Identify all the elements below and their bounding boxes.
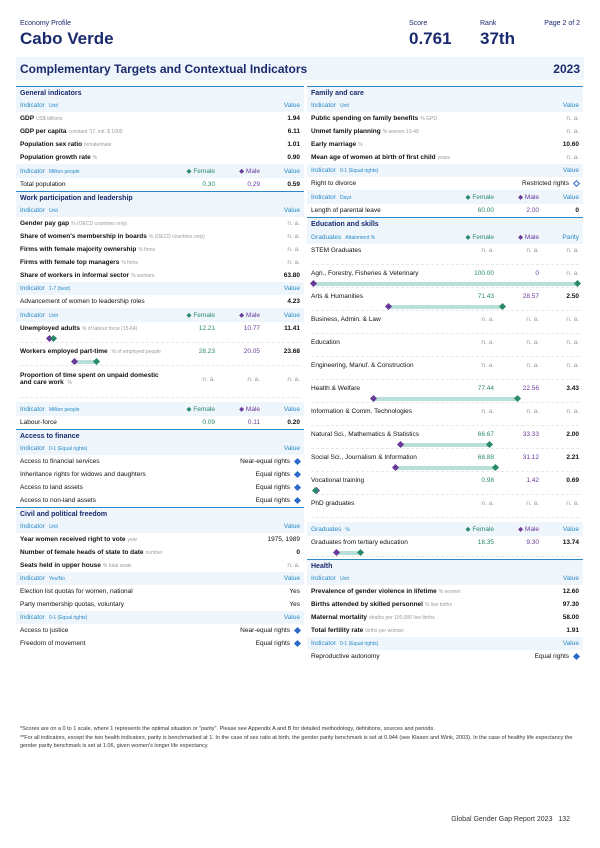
rights-diamond-icon — [294, 627, 301, 634]
table-row: Election list quotas for women, national Yes — [20, 588, 300, 595]
table-row: Unmet family planning % women 15-49 n. a. — [311, 128, 579, 135]
finance-section — [16, 429, 304, 507]
indicator-header: Indicator Unit ◆ Female ◆ Male Value — [16, 308, 304, 322]
gender-bar — [20, 358, 300, 366]
gender-bar — [20, 335, 300, 343]
banner-year: 2023 — [553, 61, 580, 76]
rank-value: 37th — [480, 29, 515, 48]
table-row: Share of workers in informal sector % workers 63.80 — [20, 272, 300, 279]
civil-section — [16, 507, 304, 650]
table-row: Early marriage % 10.60 — [311, 141, 579, 148]
section-title: Health — [307, 560, 583, 572]
table-row: Proportion of time spent on unpaid domestic and care work % n. a. n. a. n. a. — [20, 372, 300, 386]
table-row: Right to divorce Restricted rights — [307, 177, 583, 190]
table-row: Mean age of women at birth of first child years n. a. — [311, 154, 579, 161]
table-row: Seats held in upper house % total seats n. a. — [20, 562, 300, 569]
table-row: Share of women's membership in boards % (OECD countries only) n. a. — [20, 233, 300, 240]
table-row: GDP per capita constant '17, intl. $ 1000 6.11 — [20, 128, 300, 135]
table-row: Year women received right to vote year 1975, 1989 — [20, 536, 300, 543]
table-row: Population sex ratio female/male 1.01 — [20, 141, 300, 148]
table-row: Party membership quotas, voluntary Yes — [20, 601, 300, 608]
page-indicator: Page 2 of 2 — [544, 20, 580, 27]
female-diamond-icon: ◆ Female — [186, 168, 215, 175]
table-row: GDP US$ billions 1.94 — [20, 115, 300, 122]
general-indicators-section — [16, 86, 304, 191]
table-row: Social Sci., Journalism & Information 68.88 31.12 2.21 — [311, 454, 579, 461]
indicator-header: Indicator 0-1 (Equal rights) Value — [307, 637, 583, 650]
footnotes — [20, 726, 580, 752]
table-row: Graduates from tertiary education 18.35 9.30 13.74 — [311, 539, 579, 546]
score-label: Score — [409, 20, 428, 27]
table-row: Maternal mortality deaths per 100,000 live births 58.00 — [311, 614, 579, 621]
indicator-header: Indicator 1-7 (best) Value — [16, 282, 304, 295]
table-row: Firms with female top managers % firms n. a. — [20, 259, 300, 266]
country-name: Cabo Verde — [20, 29, 114, 48]
table-row: Unemployed adults % of labour force (15-64) 12.21 10.77 11.41 — [20, 325, 300, 332]
table-row: Public spending on family benefits % GPD n. a. — [311, 115, 579, 122]
page-header — [20, 20, 580, 50]
indicator-header: Indicator Unit Value — [307, 572, 583, 585]
table-row: STEM Graduates n. a. n. a. n. a. — [311, 247, 579, 254]
indicator-header: Indicator Million people ◆ Female ◆ Male Value — [16, 164, 304, 178]
table-row: Agri., Forestry, Fisheries & Veterinary 100.00 0 n. a. — [311, 270, 579, 277]
table-row: Engineering, Manuf. & Construction n. a. n. a. n. a. — [311, 362, 579, 369]
table-row: Number of female heads of state to date number 0 — [20, 549, 300, 556]
indicator-header: Indicator Days ◆ Female ◆ Male Value — [307, 190, 583, 204]
section-title: Work participation and leadership — [16, 192, 304, 204]
table-row: Births attended by skilled personnel % live births 97.30 — [311, 601, 579, 608]
score-value: 0.761 — [409, 29, 452, 48]
rights-diamond-icon — [294, 458, 301, 465]
indicator-header: Indicator Yes/No Value — [16, 572, 304, 585]
indicator-header: Indicator Unit Value — [16, 204, 304, 217]
table-row: Total fertility rate births per woman 1.91 — [311, 627, 579, 634]
table-row: Vocational training 0.98 1.42 0.69 — [311, 477, 579, 484]
page-footer: Global Gender Gap Report 2023 132 — [451, 816, 570, 823]
table-row: Inheritance rights for widows and daughters Equal rights — [16, 468, 304, 481]
table-row: Population growth rate % 0.90 — [20, 154, 300, 161]
table-row: Length of parental leave 60.00 2.00 0 — [311, 207, 579, 214]
section-title: Education and skills — [307, 218, 583, 230]
table-row: Access to justice Near-equal rights — [16, 624, 304, 637]
section-title: Civil and political freedom — [16, 508, 304, 520]
table-row: PhD graduates n. a. n. a. n. a. — [311, 500, 579, 507]
indicator-header: Indicator Unit Value — [307, 99, 583, 112]
table-row: Labour-force 0.09 0.11 0.20 — [20, 419, 300, 426]
table-row: Access to non-land assets Equal rights — [16, 494, 304, 507]
table-row: Arts & Humanities 71.43 28.57 2.50 — [311, 293, 579, 300]
table-row: Freedom of movement Equal rights — [16, 637, 304, 650]
gender-bar — [20, 390, 300, 398]
indicator-header: Indicator Unit Value — [16, 520, 304, 533]
rights-diamond-icon — [573, 653, 580, 660]
table-row: Education n. a. n. a. n. a. — [311, 339, 579, 346]
section-banner — [16, 57, 584, 80]
table-row: Total population 0.30 0.29 0.59 — [20, 181, 300, 188]
table-row: Reproductive autonomy Equal rights — [307, 650, 583, 663]
indicator-header: Graduates % ◆ Female ◆ Male Value — [307, 522, 583, 536]
work-section — [16, 191, 304, 429]
table-row: Gender pay gap % (OECD countries only) n. a. — [20, 220, 300, 227]
rights-diamond-icon — [294, 497, 301, 504]
indicator-header: Indicator 0-1 (Equal rights) Value — [16, 611, 304, 624]
male-diamond-icon: ◆ Male — [239, 168, 260, 175]
rights-diamond-icon — [573, 180, 580, 187]
family-section — [307, 86, 583, 217]
indicator-header: Indicator 0-1 (Equal rights) Value — [16, 442, 304, 455]
footnote: *Scores are on a 0 to 1 scale, where 1 represents the optimal situation or "parity". Please see Appendix A and B for detailed methodology, definitions, sources and periods. — [20, 726, 435, 732]
table-row: Firms with female majority ownership % firms n. a. — [20, 246, 300, 253]
table-row: Workers employed part-time % of employed people 28.23 20.05 23.68 — [20, 348, 300, 355]
education-section — [307, 217, 583, 557]
table-row: Prevalence of gender violence in lifetime % women 12.60 — [311, 588, 579, 595]
rights-diamond-icon — [294, 484, 301, 491]
table-row: Advancement of women to leadership roles 4.23 — [20, 298, 300, 305]
table-row: Information & Comm. Technologies n. a. n. a. n. a. — [311, 408, 579, 415]
section-title: General indicators — [16, 87, 304, 99]
banner-title: Complementary Targets and Contextual Indicators — [20, 61, 308, 76]
table-row: Natural Sci., Mathematics & Statistics 66.67 33.33 2.00 — [311, 431, 579, 438]
health-section — [307, 559, 583, 663]
economy-label: Economy Profile — [20, 20, 71, 27]
right-column — [307, 86, 583, 663]
rank-label: Rank — [480, 20, 497, 27]
rights-diamond-icon — [294, 471, 301, 478]
section-title: Family and care — [307, 87, 583, 99]
indicator-header: Indicator Unit Value — [16, 99, 304, 112]
indicator-header: Graduates Attainment % ◆ Female ◆ Male Parity — [307, 230, 583, 244]
indicator-header: Indicator 0-1 (Equal rights) Value — [307, 164, 583, 177]
table-row: Business, Admin. & Law n. a. n. a. n. a. — [311, 316, 579, 323]
table-row: Health & Welfare 77.44 22.56 3.43 — [311, 385, 579, 392]
footnote: **For all indicators, except the two health indicators, parity is benchmarked at 1. In the case of sex ratio at birth, the gender parity benchmark is set at 0.944 (see Klasen and Wink, 2003). In the case of healthy life expectancy the gender parity benchmark is set at 1.06, given women's longer life expectancy. — [20, 735, 573, 749]
section-title: Access to finance — [16, 430, 304, 442]
table-row: Access to financial services Near-equal rights — [16, 455, 304, 468]
left-column — [16, 86, 304, 650]
table-row: Access to land assets Equal rights — [16, 481, 304, 494]
indicator-header: Indicator Million people ◆ Female ◆ Male Value — [16, 402, 304, 416]
rights-diamond-icon — [294, 640, 301, 647]
